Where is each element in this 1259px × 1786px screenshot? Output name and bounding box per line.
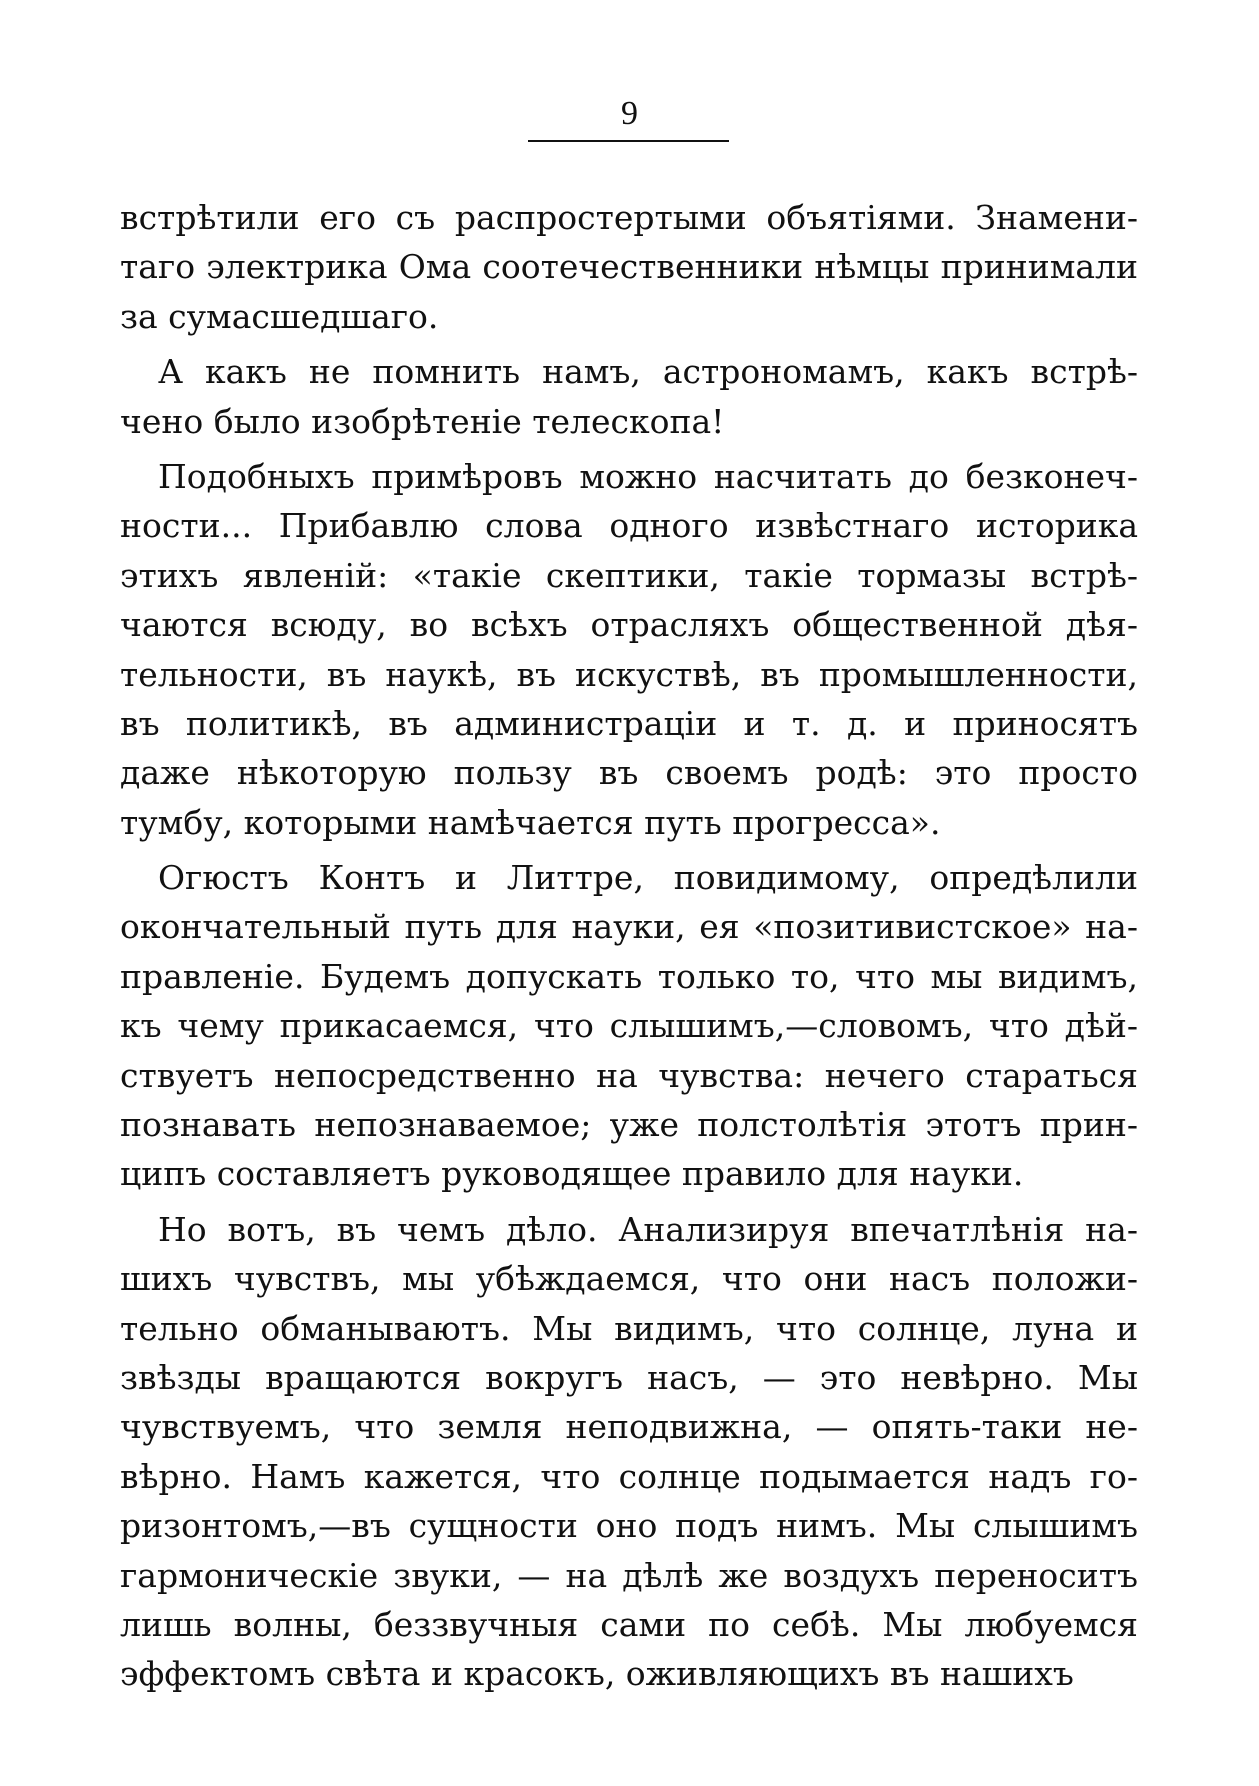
text-line: этихъ явленій: «такіе скептики, такіе тормазы встрѣ- [120,555,1138,595]
paragraph [120,1205,1138,1699]
text-line: звѣзды вращаются вокругъ насъ, — это невѣрно. Мы [120,1357,1138,1397]
text-line: къ чему прикасаемся, что слышимъ,—словомъ, что дѣй- [120,1006,1138,1046]
text-line: ствуетъ непосредственно на чувства: нечего стараться [120,1055,1138,1095]
paragraph [120,193,1138,341]
text-line: познавать непознаваемое; уже полстолѣтія этотъ прин- [120,1105,1138,1145]
text-line: шихъ чувствъ, мы убѣждаемся, что они насъ положи- [120,1259,1138,1299]
text-line: Но вотъ, въ чемъ дѣло. Анализируя впечатлѣнія на- [158,1209,1138,1249]
text-line: даже нѣкоторую пользу въ своемъ родѣ: это просто [120,753,1138,793]
body-text [120,193,1138,1699]
text-line: окончательный путь для науки, ея «позитивистское» на- [120,907,1138,947]
text-line: встрѣтили его съ распростертыми объятіями. Знамени- [120,198,1138,237]
text-line: гармоническіе звуки, — на дѣлѣ же воздухъ переноситъ [120,1555,1138,1595]
text-line: тельности, въ наукѣ, въ искуствѣ, въ промышленности, [120,654,1138,694]
text-line: чено было изобрѣтеніе телескопа! [120,401,725,441]
text-line: эффектомъ свѣта и красокъ, оживляющихъ въ нашихъ [120,1654,1074,1694]
page-number: 9 [621,95,638,132]
text-line: тумбу, которыми намѣчается путь прогресса». [120,802,941,842]
text-line: Огюстъ Контъ и Литтре, повидимому, опредѣлили [158,858,1138,898]
paragraph [120,347,1138,446]
text-line: за сумасшедшаго. [120,296,439,336]
text-line: въ политикѣ, въ администраціи и т. д. и приносятъ [120,703,1138,743]
text-line: ности... Прибавлю слова одного извѣстнаго историка [120,506,1138,546]
paragraph [120,853,1138,1199]
paragraph [120,452,1138,847]
text-line: А какъ не помнить намъ, астрономамъ, какъ встрѣ- [158,352,1138,392]
text-line: вѣрно. Намъ кажется, что солнце подымается надъ го- [120,1456,1138,1496]
text-line: чаются всюду, во всѣхъ отрасляхъ общественной дѣя- [120,605,1138,645]
text-line: ципъ составляетъ руководящее правило для науки. [120,1154,1024,1194]
text-line: Подобныхъ примѣровъ можно насчитать до безконеч- [158,456,1138,496]
text-line: лишь волны, беззвучныя сами по себѣ. Мы любуемся [120,1604,1138,1644]
text-line: таго электрика Ома соотечественники нѣмцы принимали [120,247,1138,287]
text-line: правленіе. Будемъ допускать только то, что мы видимъ, [120,956,1138,996]
text-line: тельно обманываютъ. Мы видимъ, что солнце, луна и [120,1308,1138,1348]
header-rule [528,140,729,142]
text-line: ризонтомъ,—въ сущности оно подъ нимъ. Мы слышимъ [120,1506,1138,1546]
text-line: чувствуемъ, что земля неподвижна, — опять-таки не- [120,1407,1138,1447]
